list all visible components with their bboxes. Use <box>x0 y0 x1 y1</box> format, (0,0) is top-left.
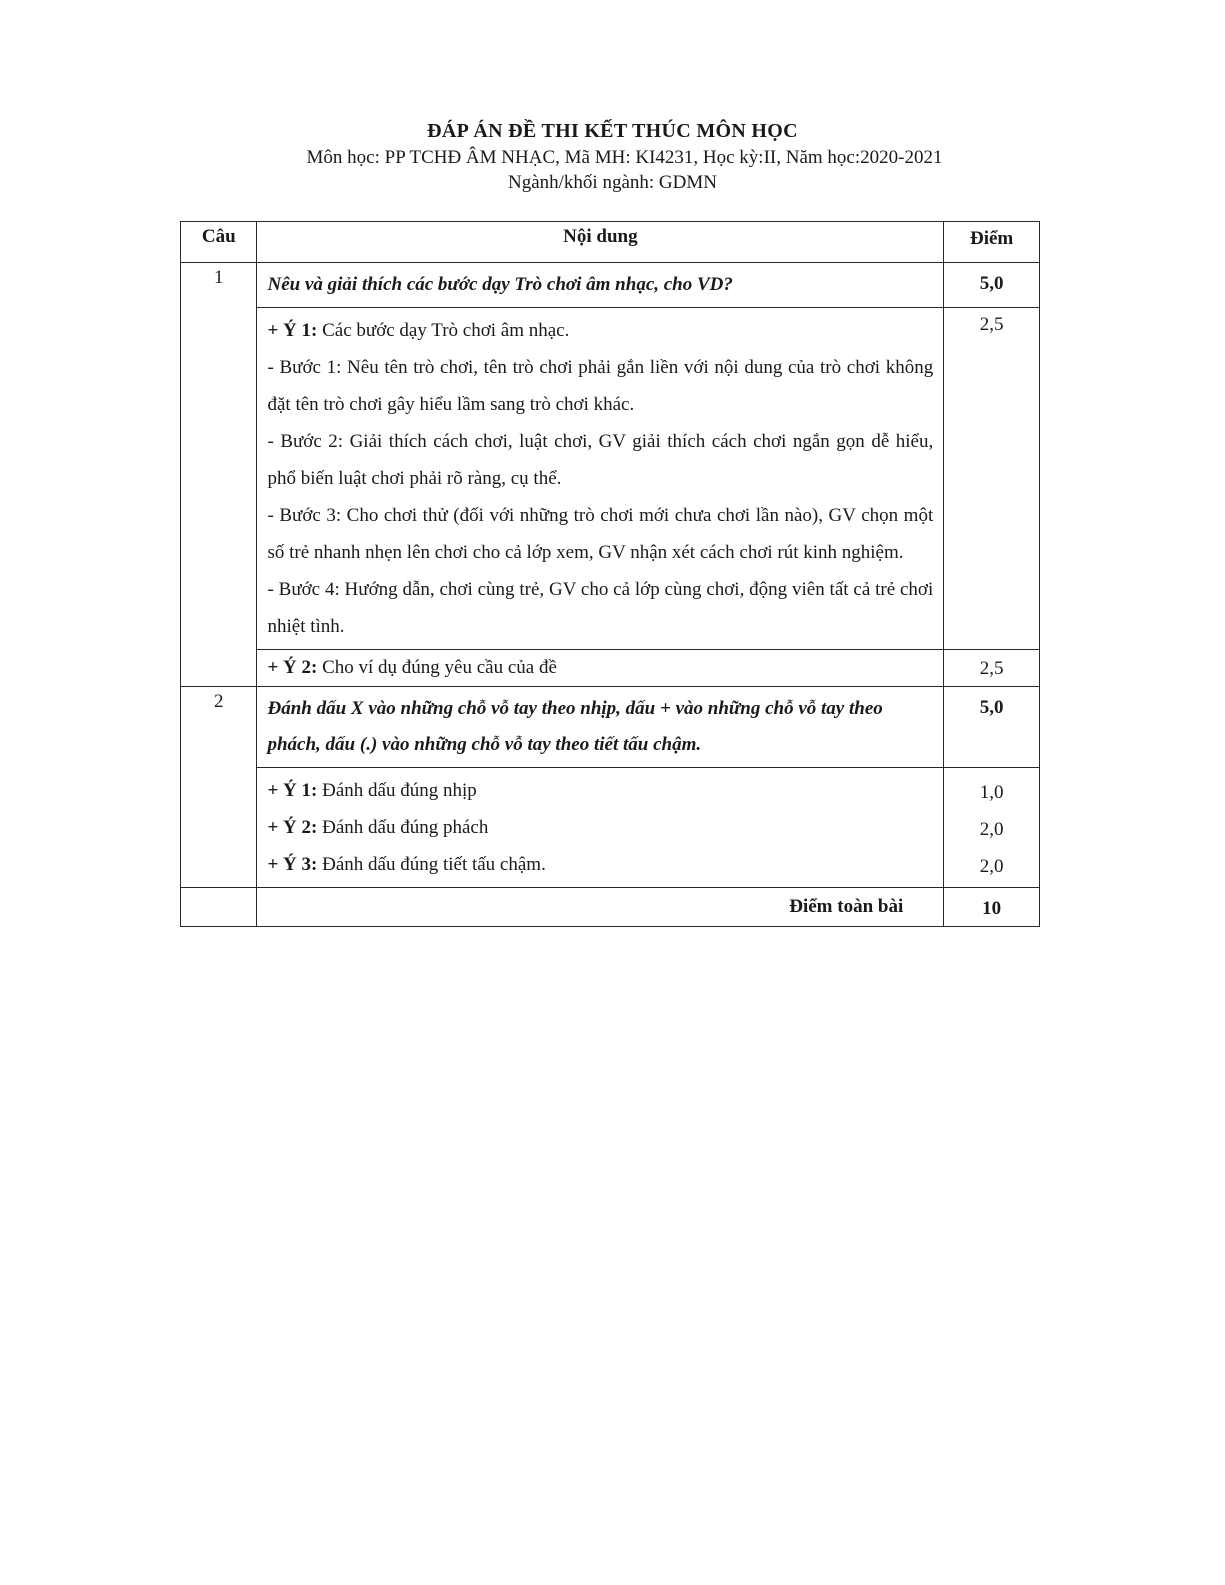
answer-content <box>257 650 944 687</box>
idea-line: + Ý 3: Đánh dấu đúng tiết tấu chậm. <box>267 854 546 875</box>
table-row <box>181 308 1040 650</box>
faculty-info: Ngành/khối ngành: GDMN <box>508 172 717 193</box>
step-line: - Bước 2: Giải thích cách chơi, luật chơi, GV giải thích cách chơi ngắn gọn dễ hiểu, phổ biến luật chơi phải rõ ràng, cụ thể. <box>267 431 934 489</box>
total-row <box>181 888 1040 927</box>
idea-line: + Ý 1: Các bước dạy Trò chơi âm nhạc. <box>267 320 570 341</box>
step-line: - Bước 3: Cho chơi thử (đối với những trò chơi mới chưa chơi lần nào), GV chọn một số trẻ nhanh nhẹn lên chơi cho cả lớp xem, GV nhận xét cách chơi rút kinh nghiệm. <box>267 505 934 563</box>
header-score: Điểm <box>944 222 1040 263</box>
question-title: Đánh dấu X vào những chỗ vỗ tay theo nhịp, dấu + vào những chỗ vỗ tay theo phách, dấu (.) vào những chỗ vỗ tay theo tiết tấu chậm. <box>257 687 944 768</box>
table-row <box>181 263 1040 308</box>
idea-line: + Ý 2: Đánh dấu đúng phách <box>267 817 489 838</box>
idea-line: + Ý 1: Đánh dấu đúng nhịp <box>267 780 477 801</box>
idea-line: + Ý 2: Cho ví dụ đúng yêu cầu của đề <box>267 657 557 678</box>
answer-content <box>257 308 944 650</box>
question-score: 5,0 <box>944 687 1040 768</box>
course-info: Môn học: PP TCHĐ ÂM NHẠC, Mã MH: KI4231, Học kỳ:II, Năm học:2020-2021 <box>306 147 943 168</box>
step-line: - Bước 4: Hướng dẫn, chơi cùng trẻ, GV cho cả lớp cùng chơi, động viên tất cả trẻ chơi nhiệt tình. <box>267 579 934 637</box>
document-title: ĐÁP ÁN ĐỀ THI KẾT THÚC MÔN HỌC <box>427 120 798 142</box>
idea-score: 2,0 <box>979 856 1004 877</box>
table-row <box>181 650 1040 687</box>
header-question: Câu <box>181 222 257 263</box>
total-score: 10 <box>944 888 1040 927</box>
table-row <box>181 687 1040 768</box>
answer-table <box>180 221 1040 927</box>
idea-score: 1,0 <box>979 782 1004 803</box>
step-line: - Bước 1: Nêu tên trò chơi, tên trò chơi phải gắn liền với nội dung của trò chơi không đặt tên trò chơi gây hiểu lầm sang trò chơi khác. <box>267 357 934 415</box>
idea-scores <box>944 768 1040 888</box>
question-score: 5,0 <box>944 263 1040 308</box>
idea-score: 2,5 <box>944 308 1040 650</box>
question-number: 2 <box>181 687 257 768</box>
total-label: Điểm toàn bài <box>257 888 944 927</box>
table-row <box>181 768 1040 888</box>
header-content: Nội dung <box>257 222 944 263</box>
table-header-row <box>181 222 1040 263</box>
question-title: Nêu và giải thích các bước dạy Trò chơi âm nhạc, cho VD? <box>257 263 944 308</box>
question-number: 1 <box>181 263 257 308</box>
idea-score: 2,5 <box>944 650 1040 687</box>
idea-score: 2,0 <box>979 819 1004 840</box>
answer-content <box>257 768 944 888</box>
